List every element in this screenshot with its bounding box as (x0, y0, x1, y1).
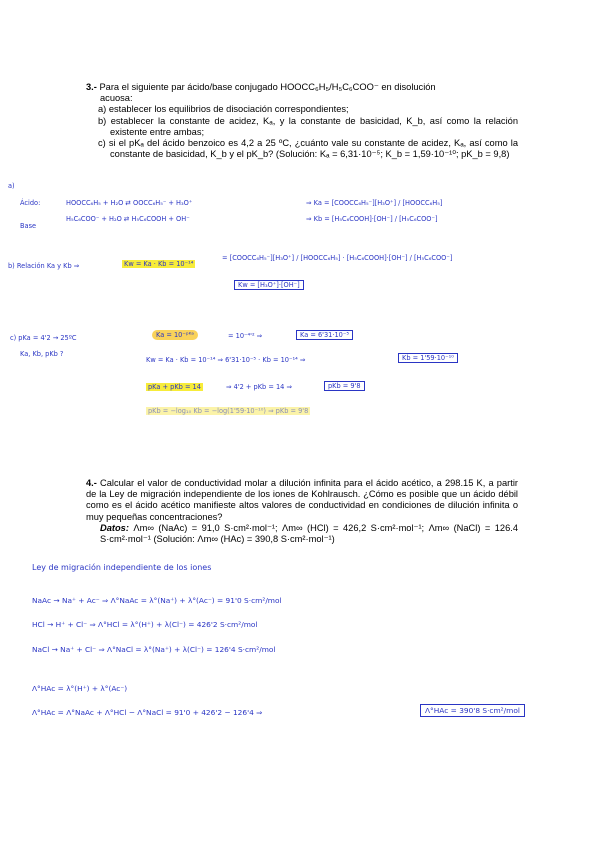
hw-row-hac-result: Λ°HAc = 390'8 S·cm²/mol (420, 704, 525, 717)
hw-row-hcl: HCl → H⁺ + Cl⁻ ⇒ Λ°HCl = λ°(H⁺) + λ(Cl⁻) = 426'2 S·cm²/mol (32, 620, 258, 629)
question-3-item-c: c) si el pKₐ del ácido benzoico es 4,2 a 25 ºC, ¿cuánto vale su constante de acidez, Kₐ, así como la constante de basicidad, K_b y el pK_b? (Solución: Kₐ = 6,31·10⁻⁵; K_b = 1,59·10⁻¹⁰; pK_b = 9,8) (98, 138, 518, 160)
hw-c-alt: pKb = −log₁₀ Kb = −log(1'59·10⁻¹⁰) ⇒ pKb = 9'8 (148, 407, 309, 415)
question-3-line2: acuosa: (100, 93, 133, 104)
hw-row-hac-calc: Λ°HAc = Λ°NaAc + Λ°HCl − Λ°NaCl = 91'0 + 426'2 − 126'4 ⇒ (32, 708, 263, 717)
hw-acido-ka: ⇒ Ka = [COOCC₆H₅⁻][H₃O⁺] / [HOOCC₆H₅] (306, 199, 443, 207)
question-3 (86, 82, 518, 160)
question-4-number: 4.- (86, 478, 97, 488)
question-3-text: Para el siguiente par ácido/base conjugado HOOCC₆H₅/H₅C₆COO⁻ en disolución (99, 82, 436, 92)
question-3-line1 (86, 82, 518, 93)
hw-b-label: b) Relación Ka y Kb ⇒ (8, 262, 80, 270)
hw-c-ka-box: Ka = 6'31·10⁻⁵ (296, 330, 353, 340)
hw-c-pk: pKa + pKb = 14 (148, 383, 201, 391)
hw-base-label: Base (20, 222, 37, 230)
hw-c-ka: Ka = 10⁻ᵖᴷᵃ (152, 330, 198, 340)
hw-c-label: c) pKa = 4'2 → 25ºC (10, 334, 77, 342)
question-3-item-a: a) establecer los equilibrios de disociación correspondientes; (98, 104, 349, 115)
hw-b-equation: = [COOCC₆H₅⁻][H₃O⁺] / [HOOCC₆H₅] · [H₅C₆COOH]·[OH⁻] / [H₅C₆COO⁻] (222, 254, 453, 262)
hw-c-pkb-box: pKb = 9'8 (324, 381, 365, 391)
question-4 (86, 478, 518, 545)
hw-a-label: a) (8, 182, 15, 190)
hw-base-equation: H₅C₆COO⁻ + H₂O ⇄ H₅C₆COOH + OH⁻ (66, 215, 190, 223)
hw-row-hac-ions: Λ°HAc = λ°(H⁺) + λ°(Ac⁻) (32, 684, 128, 693)
hw-ley-title: Ley de migración independiente de los iones (32, 563, 212, 572)
hw-c-kw: Kw = Ka · Kb = 10⁻¹⁴ ⇒ 6'31·10⁻⁵ · Kb = 10⁻¹⁴ ⇒ (146, 356, 306, 364)
hw-acido-equation: HOOCC₆H₅ + H₂O ⇄ OOCC₆H₅⁻ + H₃O⁺ (66, 199, 193, 207)
hw-b-box: Kw = [H₃O⁺]·[OH⁻] (234, 280, 304, 290)
hw-row-nacl: NaCl → Na⁺ + Cl⁻ ⇒ Λ°NaCl = λ°(Na⁺) + λ(Cl⁻) = 126'4 S·cm²/mol (32, 645, 276, 654)
hw-acido-label: Ácido: (20, 199, 41, 207)
question-3-item-b: b) establecer la constante de acidez, Kₐ, y la constante de basicidad, K_b, así como la relación existente entre ambas; (98, 115, 518, 137)
hw-base-kb: ⇒ Kb = [H₅C₆COOH]·[OH⁻] / [H₅C₆COO⁻] (306, 215, 438, 223)
hw-c-ka-calc: = 10⁻⁴'² ⇒ (228, 332, 263, 340)
hw-c-pk-calc: ⇒ 4'2 + pKb = 14 ⇒ (226, 383, 292, 391)
hw-b-kw: Kw = Ka · Kb = 10⁻¹⁴ (124, 260, 194, 268)
hw-c-kb-box: Kb = 1'59·10⁻¹⁰ (398, 353, 458, 363)
question-4-text-block (86, 478, 518, 523)
hw-row-naac: NaAc → Na⁺ + Ac⁻ ⇒ Λ°NaAc = λ°(Na⁺) + λ°(Ac⁻) = 91'0 S·cm²/mol (32, 596, 282, 605)
question-3-number: 3.- (86, 82, 97, 92)
question-4-text: Calcular el valor de conductividad molar a dilución infinita para el ácido acético, a 298.15 K, a partir de la Ley de migración independiente de los iones de Kohlrausch. ¿Cómo es posible que un ácido débil como es el ácido acético manifieste altos valores de conductividad en condiciones de dilución infinita o muy pequeñas concentraciones? (86, 478, 518, 522)
question-4-datos (86, 523, 518, 545)
question-4-datos-text: Λm∞ (NaAc) = 91,0 S·cm²·mol⁻¹; Λm∞ (HCl) = 426,2 S·cm²·mol⁻¹; Λm∞ (NaCl) = 126.4 S·cm²·mol⁻¹ (Solución: Λm∞ (HAc) = 390,8 S·cm²·mol⁻¹) (100, 522, 518, 545)
hw-c-label2: Ka, Kb, pKb ? (20, 350, 64, 358)
question-4-datos-label: Datos: (100, 522, 129, 533)
